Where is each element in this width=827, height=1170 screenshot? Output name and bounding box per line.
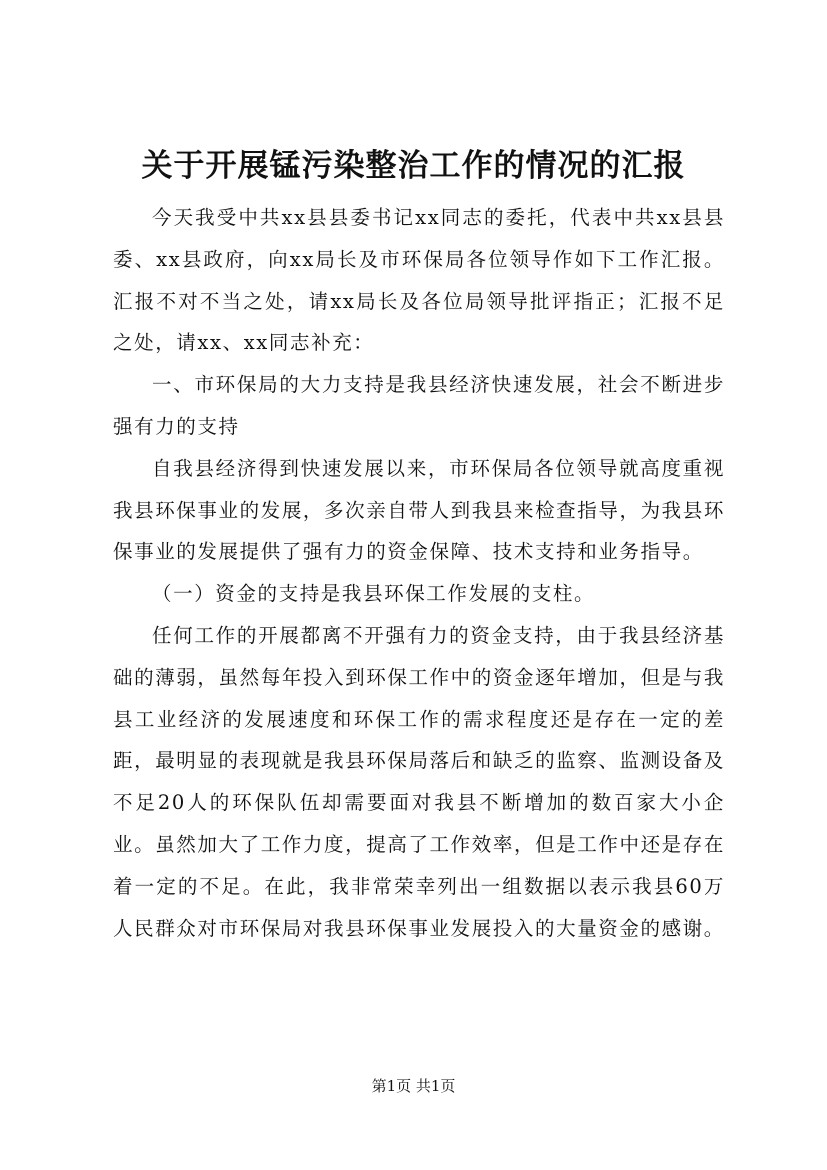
subsection-1-paragraph: 任何工作的开展都离不开强有力的资金支持，由于我县经济基础的薄弱，虽然每年投入到环保工作中的资金逐年增加，但是与我县工业经济的发展速度和环保工作的需求程度还是存在一定的差距，最明显的表现就是我县环保局落后和缺乏的监察、监测设备及不足20人的环保队伍却需要面对我县不断增加的数百家大小企业。虽然加大了工作力度，提高了工作效率，但是工作中还是存在着一定的不足。在此，我非常荣幸列出一组数据以表示我县60万人民群众对市环保局对我县环保事业发展投入的大量资金的感谢。 — [113, 623, 725, 940]
section-heading-1: 一、市环保局的大力支持是我县经济快速发展，社会不断进步强有力的支持 — [113, 373, 725, 438]
document-title: 关于开展锰污染整治工作的情况的汇报 — [141, 148, 686, 184]
intro-paragraph: 今天我受中共xx县县委书记xx同志的委托，代表中共xx县县委、xx县政府，向xx局长及市环保局各位领导作如下工作汇报。汇报不对不当之处，请xx局长及各位局领导批评指正；汇报不足之处，请xx、xx同志补充： — [113, 206, 725, 355]
section-1-paragraph: 自我县经济得到快速发展以来，市环保局各位领导就高度重视我县环保事业的发展，多次亲自带人到我县来检查指导，为我县环保事业的发展提供了强有力的资金保障、技术支持和业务指导。 — [113, 456, 725, 564]
document-body — [113, 197, 725, 949]
page-footer: 第1页 共1页 — [371, 1077, 456, 1095]
subsection-heading-1: （一）资金的支持是我县环保工作发展的支柱。 — [152, 582, 596, 606]
